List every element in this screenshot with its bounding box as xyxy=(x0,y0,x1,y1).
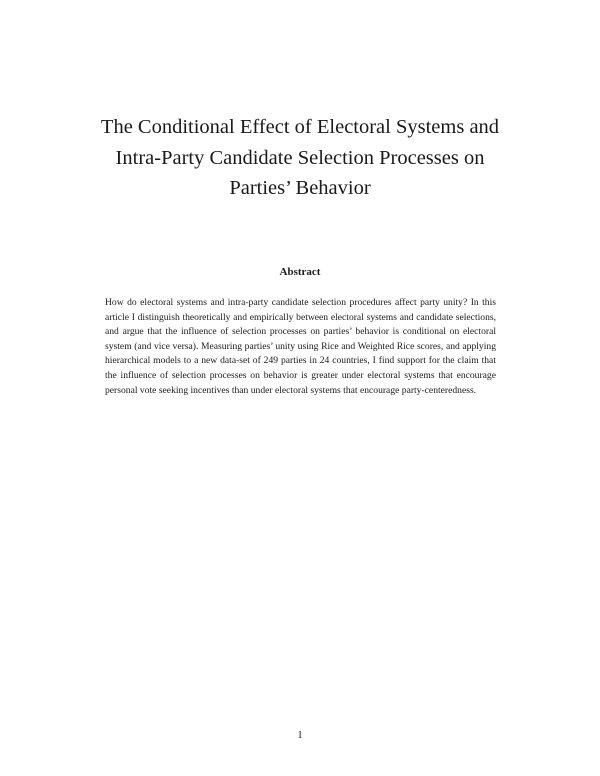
page-number: 1 xyxy=(297,730,303,741)
paper-title: The Conditional Effect of Electoral Systems and Intra-Party Candidate Selection Processes on Parties’ Behavior xyxy=(100,116,500,199)
abstract-heading: Abstract xyxy=(279,266,321,278)
abstract-text: How do electoral systems and intra-party candidate selection procedures affect party unity? In this article I distinguish theoretically and empirically between electoral systems and candidate selections, and argue that the influence of selection processes on parties’ behavior is conditional on electoral system (and vice versa). Measuring parties’ unity using Rice and Weighted Rice scores, and applying hierarchical models to a new data-set of 249 parties in 24 countries, I find support for the claim that the influence of selection processes on behavior is greater under electoral systems that encourage personal vote seeking incentives than under electoral systems that encourage party-centeredness. xyxy=(105,297,496,396)
